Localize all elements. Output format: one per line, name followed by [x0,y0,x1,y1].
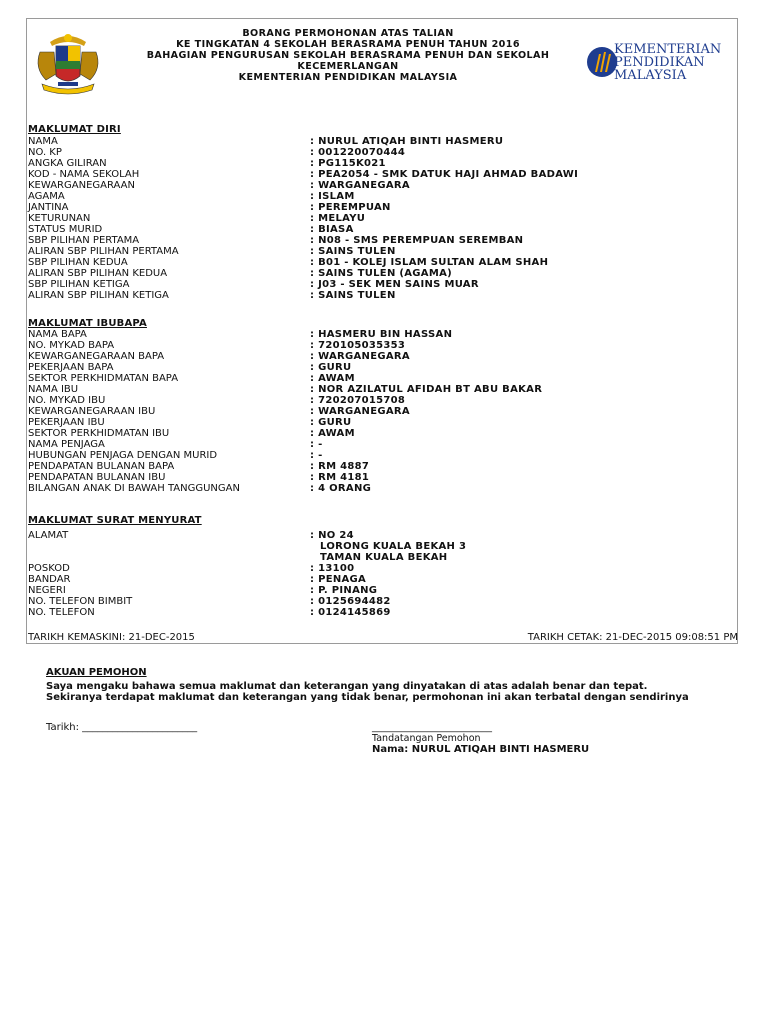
field-label: ALIRAN SBP PILIHAN KETIGA [28,290,169,301]
field-label: ALIRAN SBP PILIHAN KEDUA [28,268,168,279]
field-value: : N08 - SMS PEREMPUAN SEREMBAN [310,235,524,246]
field-value: : 13100 [310,563,355,574]
list-item [28,585,728,596]
malaysia-coat-of-arms-icon [28,32,108,98]
field-label: ANGKA GILIRAN [28,158,107,169]
list-item [28,340,728,351]
field-label: KEWARGANEGARAAN IBU [28,406,156,417]
field-value: : AWAM [310,373,355,384]
list-item [28,351,728,362]
section-heading-maklumat-diri: MAKLUMAT DIRI [28,124,121,135]
field-value: : PENAGA [310,574,367,585]
form-title-line: KECEMERLANGAN [297,61,399,72]
list-item [28,213,728,224]
field-value: : J03 - SEK MEN SAINS MUAR [310,279,479,290]
list-item [28,191,728,202]
list-item [28,290,728,301]
field-label: NO. TELEFON BIMBIT [28,596,133,607]
tarikh-cetak: TARIKH CETAK: 21-DEC-2015 09:08:51 PM [527,632,738,643]
akuan-text: Saya mengaku bahawa semua maklumat dan keterangan yang dinyatakan di atas adalah benar dan tepat. [46,681,648,692]
field-value: : BIASA [310,224,354,235]
field-value: : - [310,439,323,450]
list-item [28,563,728,574]
form-title-line: BAHAGIAN PENGURUSAN SEKOLAH BERASRAMA PENUH DAN SEKOLAH [146,50,550,61]
field-value: : WARGANEGARA [310,180,410,191]
list-item [28,428,728,439]
field-value: : ISLAM [310,191,355,202]
field-label: SEKTOR PERKHIDMATAN IBU [28,428,170,439]
field-value: : 720207015708 [310,395,406,406]
list-item [28,483,728,494]
field-label: SBP PILIHAN KETIGA [28,279,130,290]
field-label: STATUS MURID [28,224,103,235]
field-value: : 720105035353 [310,340,406,351]
field-label: KETURUNAN [28,213,91,224]
list-item [28,607,728,618]
list-item [28,329,728,340]
field-label: NEGERI [28,585,66,596]
list-item [28,268,728,279]
signature-label: Tandatangan Pemohon [372,733,481,744]
list-item [28,362,728,373]
field-label: ALIRAN SBP PILIHAN PERTAMA [28,246,179,257]
field-label: SBP PILIHAN PERTAMA [28,235,140,246]
address-line: TAMAN KUALA BEKAH [320,552,448,563]
field-value: : GURU [310,362,352,373]
applicant-name: Nama: NURUL ATIQAH BINTI HASMERU [372,744,590,755]
form-title-line: KE TINGKATAN 4 SEKOLAH BERASRAMA PENUH TAHUN 2016 [176,39,520,50]
akuan-heading: AKUAN PEMOHON [46,667,147,678]
field-value: : 4 ORANG [310,483,372,494]
field-value: : RM 4181 [310,472,370,483]
field-value: : B01 - KOLEJ ISLAM SULTAN ALAM SHAH [310,257,549,268]
list-item [28,180,728,191]
field-label: PEKERJAAN IBU [28,417,105,428]
field-label: JANTINA [28,202,69,213]
list-item [28,439,728,450]
field-value: : 0125694482 [310,596,391,607]
list-item [28,417,728,428]
field-value: : WARGANEGARA [310,351,410,362]
field-label: PENDAPATAN BULANAN BAPA [28,461,175,472]
field-value: : WARGANEGARA [310,406,410,417]
form-title-line: KEMENTERIAN PENDIDIKAN MALAYSIA [238,72,458,83]
field-value: : AWAM [310,428,355,439]
list-item [28,202,728,213]
list-item [28,246,728,257]
list-item [28,406,728,417]
field-label: POSKOD [28,563,70,574]
field-value: : 0124145869 [310,607,391,618]
section-heading-maklumat-ibubapa: MAKLUMAT IBUBAPA [28,318,147,329]
field-value: : SAINS TULEN [310,246,396,257]
field-label: KEWARGANEGARAAN BAPA [28,351,165,362]
field-value: : SAINS TULEN [310,290,396,301]
field-value: : P. PINANG [310,585,378,596]
list-item [28,257,728,268]
field-label: KEWARGANEGARAAN [28,180,135,191]
kpm-logo-text [614,43,721,82]
field-label: HUBUNGAN PENJAGA DENGAN MURID [28,450,218,461]
field-label: NO. MYKAD BAPA [28,340,115,351]
field-label: BANDAR [28,574,71,585]
field-label: AGAMA [28,191,65,202]
list-item [28,450,728,461]
field-label: PEKERJAAN BAPA [28,362,114,373]
field-label: NO. MYKAD IBU [28,395,106,406]
field-label: NAMA BAPA [28,329,87,340]
field-value: : MELAYU [310,213,366,224]
field-label: KOD - NAMA SEKOLAH [28,169,140,180]
list-item [28,224,728,235]
field-label: PENDAPATAN BULANAN IBU [28,472,166,483]
field-label: NAMA [28,136,58,147]
list-item [28,461,728,472]
field-label: ALAMAT [28,530,69,541]
akuan-text: Sekiranya terdapat maklumat dan keterangan yang tidak benar, permohonan ini akan terbatal dengan sendirinya [46,692,689,703]
form-title-block [120,28,576,83]
field-value: : SAINS TULEN (AGAMA) [310,268,453,279]
tarikh-kemaskini: TARIKH KEMASKINI: 21-DEC-2015 [28,632,195,643]
form-title-line: BORANG PERMOHONAN ATAS TALIAN [242,28,454,39]
field-value: : GURU [310,417,352,428]
field-label: NO. KP [28,147,62,158]
list-item [28,395,728,406]
field-value: : NURUL ATIQAH BINTI HASMERU [310,136,504,147]
field-label: BILANGAN ANAK DI BAWAH TANGGUNGAN [28,483,240,494]
field-value: : - [310,450,323,461]
field-value: : 001220070444 [310,147,406,158]
address-line: LORONG KUALA BEKAH 3 [320,541,467,552]
list-item [28,136,728,147]
list-item [28,279,728,290]
field-value: : HASMERU BIN HASSAN [310,329,453,340]
field-label: NAMA IBU [28,384,79,395]
list-item [28,158,728,169]
list-item [28,596,728,607]
list-item [28,373,728,384]
kpm-logo-line: KEMENTERIAN [614,42,722,57]
list-item [28,384,728,395]
list-item [28,530,728,541]
tarikh-field: Tarikh: _______________________ [46,722,198,733]
field-label: SBP PILIHAN KEDUA [28,257,128,268]
list-item [28,169,728,180]
field-value: : PEA2054 - SMK DATUK HAJI AHMAD BADAWI [310,169,579,180]
field-label: NO. TELEFON [28,607,95,618]
kpm-logo-line: PENDIDIKAN [614,55,705,70]
list-item [28,147,728,158]
field-value: : RM 4887 [310,461,370,472]
list-item [28,574,728,585]
list-item [28,472,728,483]
field-value: : PEREMPUAN [310,202,391,213]
field-value: : PG115K021 [310,158,386,169]
list-item [28,235,728,246]
field-label: SEKTOR PERKHIDMATAN BAPA [28,373,179,384]
section-heading-maklumat-surat: MAKLUMAT SURAT MENYURAT [28,515,202,526]
field-value: : NOR AZILATUL AFIDAH BT ABU BAKAR [310,384,543,395]
kpm-logo-line: MALAYSIA [614,68,687,83]
signature-line: ________________________ [372,722,492,733]
field-label: NAMA PENJAGA [28,439,105,450]
field-value: : NO 24 [310,530,354,541]
